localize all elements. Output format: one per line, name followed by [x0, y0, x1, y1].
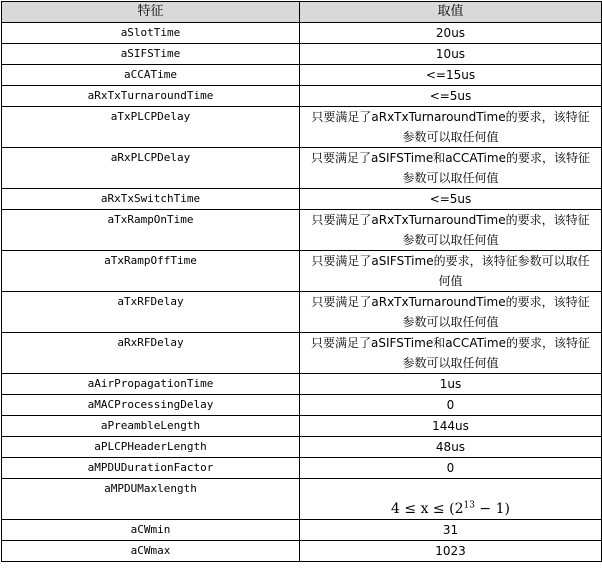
feature-cell: aRxRFDelay [2, 333, 300, 374]
table-row [2, 23, 602, 44]
table-row [2, 251, 602, 292]
value-cell: 1023 [300, 541, 602, 562]
value-cell: <=5us [300, 189, 602, 210]
header-feature: 特征 [2, 2, 300, 23]
feature-cell: aTxRFDelay [2, 292, 300, 333]
table-row [2, 107, 602, 148]
feature-cell: aMACProcessingDelay [2, 395, 300, 416]
table-row [2, 189, 602, 210]
feature-cell: aSIFSTime [2, 44, 300, 65]
feature-cell: aPLCPHeaderLength [2, 437, 300, 458]
table-row [2, 210, 602, 251]
value-cell [300, 479, 602, 520]
value-cell: 20us [300, 23, 602, 44]
feature-cell: aCWmin [2, 520, 300, 541]
table-row [2, 86, 602, 107]
table-row [2, 520, 602, 541]
table-row [2, 541, 602, 562]
table-row [2, 148, 602, 189]
feature-cell: aRxTxSwitchTime [2, 189, 300, 210]
feature-cell: aRxTxTurnaroundTime [2, 86, 300, 107]
table-row [2, 458, 602, 479]
feature-cell: aTxRampOnTime [2, 210, 300, 251]
table-row [2, 437, 602, 458]
value-cell: 10us [300, 44, 602, 65]
table-row [2, 416, 602, 437]
table-row [2, 374, 602, 395]
feature-cell: aRxPLCPDelay [2, 148, 300, 189]
value-cell: 31 [300, 520, 602, 541]
value-cell: 1us [300, 374, 602, 395]
feature-cell: aMPDUDurationFactor [2, 458, 300, 479]
math-formula [391, 501, 510, 517]
feature-cell: aPreambleLength [2, 416, 300, 437]
feature-cell: aTxRampOffTime [2, 251, 300, 292]
math-suffix: − 1) [474, 501, 510, 517]
value-cell: 0 [300, 458, 602, 479]
value-cell: 144us [300, 416, 602, 437]
feature-cell: aCWmax [2, 541, 300, 562]
value-cell: 只要满足了aSIFSTime和aCCATime的要求，该特征参数可以取任何值 [300, 333, 602, 374]
feature-cell: aMPDUMaxlength [2, 479, 300, 520]
table-row [2, 44, 602, 65]
table-row [2, 292, 602, 333]
value-cell: 0 [300, 395, 602, 416]
feature-cell: aAirPropagationTime [2, 374, 300, 395]
table-row [2, 479, 602, 520]
value-cell: <=15us [300, 65, 602, 86]
value-cell: 只要满足了aSIFSTime的要求，该特征参数可以取任何值 [300, 251, 602, 292]
value-cell: 48us [300, 437, 602, 458]
math-exponent: 13 [463, 500, 475, 511]
value-cell: 只要满足了aRxTxTurnaroundTime的要求，该特征参数可以取任何值 [300, 210, 602, 251]
feature-cell: aTxPLCPDelay [2, 107, 300, 148]
feature-cell: aSlotTime [2, 23, 300, 44]
feature-cell: aCCATime [2, 65, 300, 86]
value-cell: 只要满足了aRxTxTurnaroundTime的要求，该特征参数可以取任何值 [300, 292, 602, 333]
value-cell: 只要满足了aSIFSTime和aCCATime的要求，该特征参数可以取任何值 [300, 148, 602, 189]
math-prefix: 4 ≤ x ≤ (2 [391, 501, 464, 517]
table-row [2, 333, 602, 374]
value-cell: 只要满足了aRxTxTurnaroundTime的要求，该特征参数可以取任何值 [300, 107, 602, 148]
table-row [2, 395, 602, 416]
header-row [2, 2, 602, 23]
value-cell: <=5us [300, 86, 602, 107]
header-value: 取值 [300, 2, 602, 23]
characteristics-table [1, 1, 602, 562]
table-row [2, 65, 602, 86]
